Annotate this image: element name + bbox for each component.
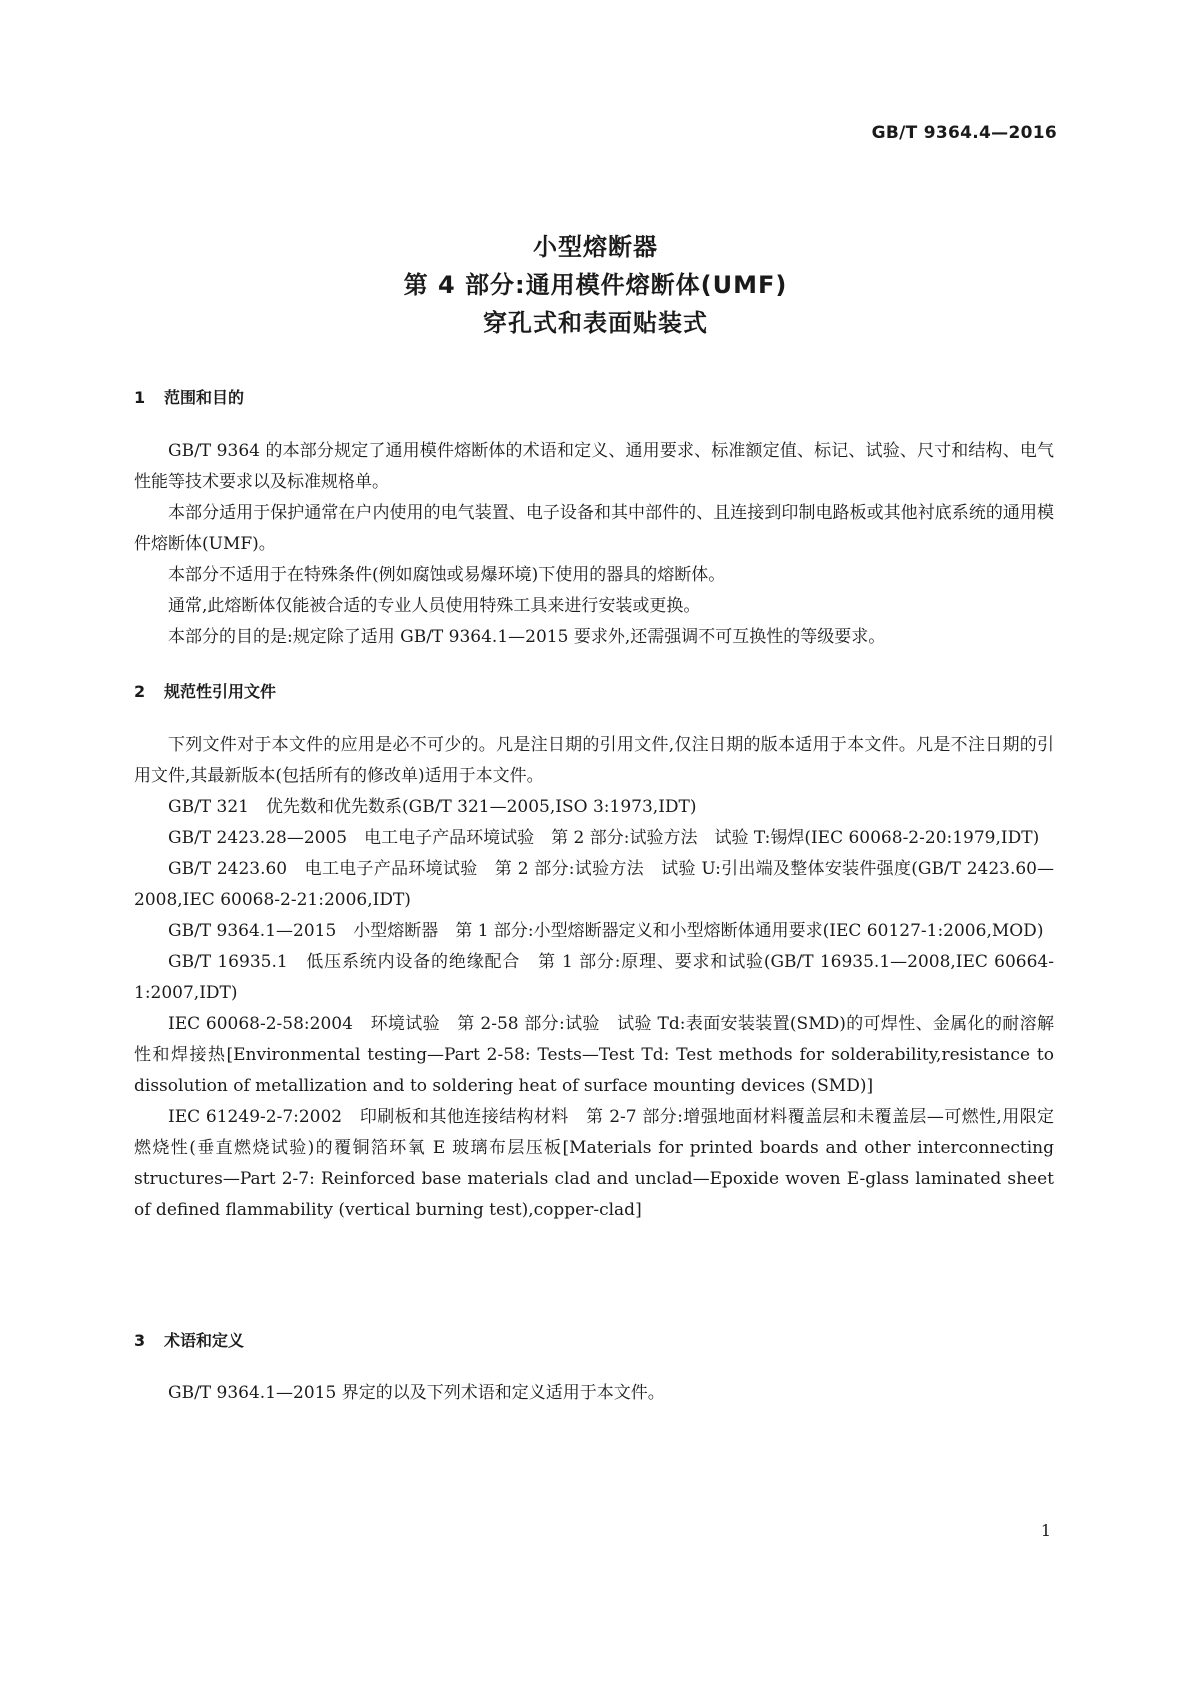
title-line-1: 小型熔断器 bbox=[533, 233, 658, 261]
paragraph: 本部分适用于保护通常在户内使用的电气装置、电子设备和其中部件的、且连接到印制电路板或其他衬底系统的通用模件熔断体(UMF)。 bbox=[134, 503, 1054, 554]
section-title: 范围和目的 bbox=[164, 388, 245, 407]
section-title: 规范性引用文件 bbox=[164, 682, 277, 701]
section-2-body bbox=[134, 730, 1054, 1226]
reference-item: IEC 60068-2-58:2004 环境试验 第 2-58 部分:试验 试验 Td:表面安装装置(SMD)的可焊性、金属化的耐溶解性和焊接热[Environmental testing—Part 2-58: Tests—Test Td: Test methods for solderability,resistance to dissolution of metallization and to soldering heat of surface mounting devices (SMD)] bbox=[134, 1014, 1054, 1096]
paragraph: GB/T 9364 的本部分规定了通用模件熔断体的术语和定义、通用要求、标准额定值、标记、试验、尺寸和结构、电气性能等技术要求以及标准规格单。 bbox=[134, 441, 1054, 492]
reference-item: GB/T 9364.1—2015 小型熔断器 第 1 部分:小型熔断器定义和小型熔断体通用要求(IEC 60127-1:2006,MOD) bbox=[168, 921, 1044, 941]
page-number: 1 bbox=[1040, 1521, 1051, 1540]
section-number: 2 bbox=[134, 682, 146, 701]
paragraph: 通常,此熔断体仅能被合适的专业人员使用特殊工具来进行安装或更换。 bbox=[168, 596, 701, 616]
reference-item: GB/T 16935.1 低压系统内设备的绝缘配合 第 1 部分:原理、要求和试验(GB/T 16935.1—2008,IEC 60664-1:2007,IDT) bbox=[134, 952, 1054, 1003]
paragraph: 本部分的目的是:规定除了适用 GB/T 9364.1—2015 要求外,还需强调不可互换性的等级要求。 bbox=[168, 627, 886, 647]
standard-code: GB/T 9364.4—2016 bbox=[871, 123, 1057, 143]
paragraph: 下列文件对于本文件的应用是必不可少的。凡是注日期的引用文件,仅注日期的版本适用于本文件。凡是不注日期的引用文件,其最新版本(包括所有的修改单)适用于本文件。 bbox=[134, 735, 1054, 786]
reference-item: IEC 61249-2-7:2002 印刷板和其他连接结构材料 第 2-7 部分:增强地面材料覆盖层和未覆盖层—可燃性,用限定燃烧性(垂直燃烧试验)的覆铜箔环氧 E 玻璃布层压板[Materials for printed boards and other interconnecting structures—Part 2-7: Reinforced base materials clad and unclad—Epoxide woven E-glass laminated sheet of defined flammability (vertical burning test),copper-clad] bbox=[134, 1107, 1054, 1220]
section-number: 1 bbox=[134, 388, 146, 407]
section-1-body bbox=[134, 436, 1054, 653]
document-title bbox=[0, 228, 1191, 342]
section-1-heading bbox=[134, 385, 244, 408]
title-line-2: 第 4 部分:通用模件熔断体(UMF) bbox=[403, 271, 788, 299]
section-number: 3 bbox=[134, 1331, 146, 1350]
section-3-body bbox=[134, 1378, 1054, 1409]
title-line-3: 穿孔式和表面贴装式 bbox=[483, 309, 708, 337]
paragraph: GB/T 9364.1—2015 界定的以及下列术语和定义适用于本文件。 bbox=[168, 1383, 665, 1403]
paragraph: 本部分不适用于在特殊条件(例如腐蚀或易爆环境)下使用的器具的熔断体。 bbox=[168, 565, 726, 585]
reference-item: GB/T 2423.28—2005 电工电子产品环境试验 第 2 部分:试验方法 试验 T:锡焊(IEC 60068-2-20:1979,IDT) bbox=[168, 828, 1040, 848]
reference-item: GB/T 2423.60 电工电子产品环境试验 第 2 部分:试验方法 试验 U:引出端及整体安装件强度(GB/T 2423.60—2008,IEC 60068-2-21:2006,IDT) bbox=[134, 859, 1054, 910]
section-2-heading bbox=[134, 679, 276, 702]
section-title: 术语和定义 bbox=[164, 1331, 245, 1350]
reference-item: GB/T 321 优先数和优先数系(GB/T 321—2005,ISO 3:1973,IDT) bbox=[168, 797, 697, 817]
section-3-heading bbox=[134, 1328, 244, 1351]
